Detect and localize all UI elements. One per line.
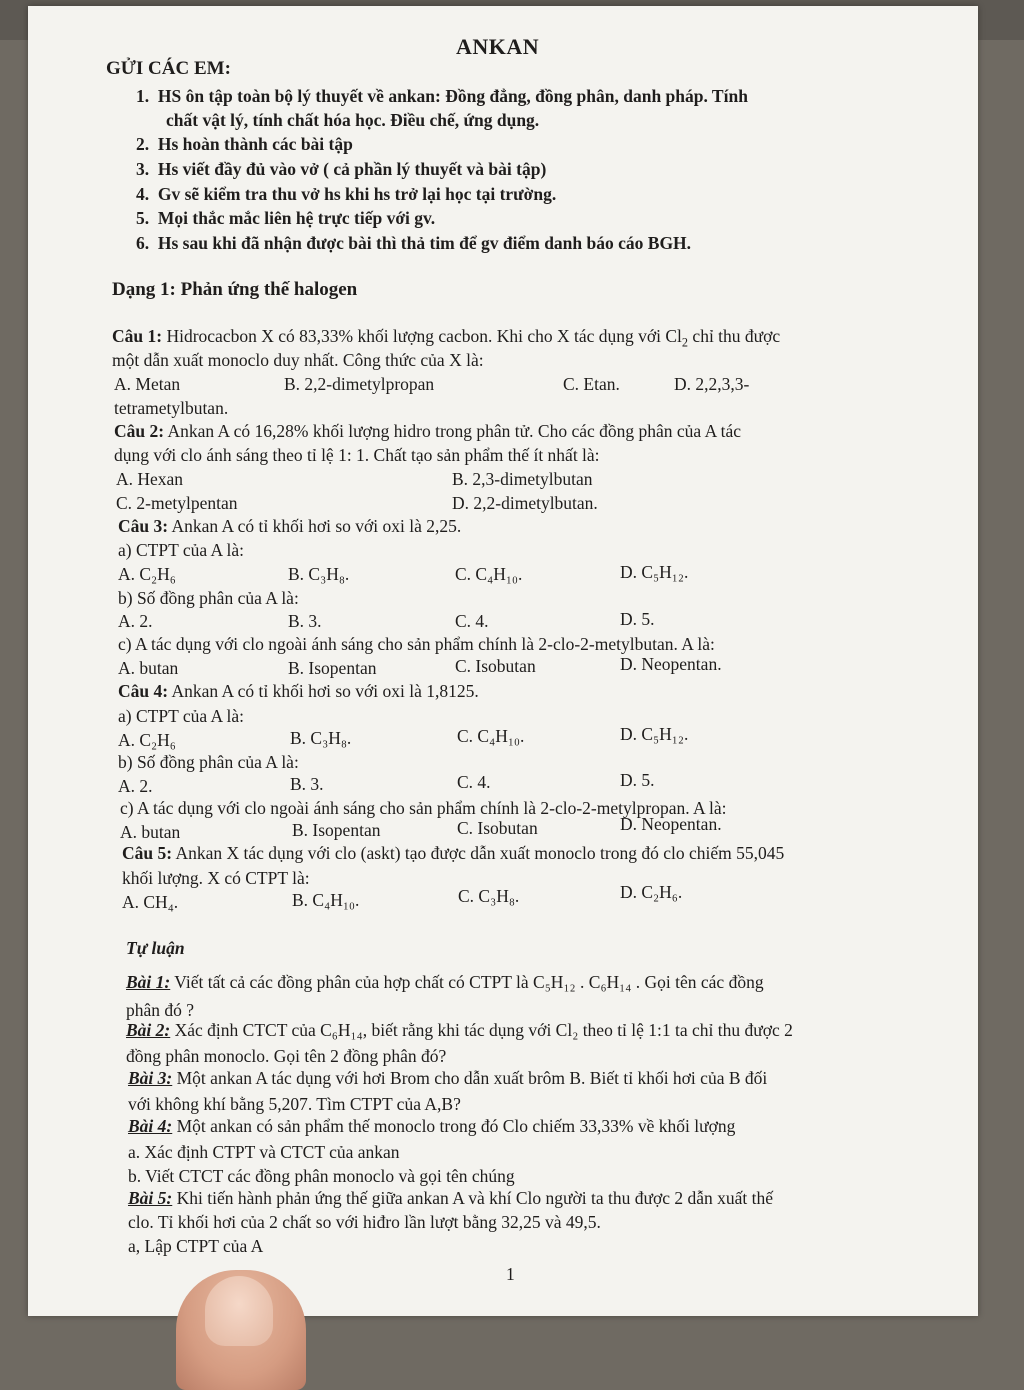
instruction-item: 4. Gv sẽ kiểm tra thu vở hs khi hs trở lại học tại trường. xyxy=(136,184,557,204)
sub-question: c) A tác dụng với clo ngoài ánh sáng cho sản phẩm chính là 2-clo-2-metylbutan. A là: xyxy=(118,634,715,654)
question-3-line: Câu 3: Ankan A có tỉ khối hơi so với oxi là 2,25. xyxy=(118,516,462,536)
exercise-2-line: Bài 2: Xác định CTCT của C₆H₁₄, biết rằng khi tác dụng với Cl₂ theo tỉ lệ 1:1 ta chỉ thu được 2 xyxy=(126,1020,793,1040)
page-title: ANKAN xyxy=(456,34,540,59)
sub-question: a) CTPT của A là: xyxy=(118,540,245,560)
sub-question: b) Số đồng phân của A là: xyxy=(118,752,299,772)
option: D. 5. xyxy=(620,770,655,790)
option: B. C₃H₈. xyxy=(288,564,350,584)
exercise-3-line: với không khí bằng 5,207. Tìm CTPT của A,B? xyxy=(128,1094,461,1114)
option: A. C₂H₆ xyxy=(118,564,176,584)
exercise-5-line: Bài 5: Khi tiến hành phản ứng thế giữa ankan A và khí Clo người ta thu được 2 dẫn xuất thế xyxy=(128,1188,774,1208)
question-2-line: dụng với clo ánh sáng theo tỉ lệ 1: 1. Chất tạo sản phẩm thế ít nhất là: xyxy=(114,445,600,465)
option: D. 2,2-dimetylbutan. xyxy=(452,493,598,513)
option-continued: tetrametylbutan. xyxy=(114,398,229,418)
option: D. 2,2,3,3- xyxy=(674,374,750,394)
option: A. Hexan xyxy=(116,469,184,489)
option: C. 2-metylpentan xyxy=(116,493,238,513)
option: C. Etan. xyxy=(563,374,620,394)
exercise-3-line: Bài 3: Một ankan A tác dụng với hơi Brom cho dẫn xuất brôm B. Biết tỉ khối hơi của B đối xyxy=(128,1068,768,1088)
option: B. C₃H₈. xyxy=(290,728,352,748)
exercise-4-line: b. Viết CTCT các đồng phân monoclo và gọi tên chúng xyxy=(128,1166,515,1186)
option: D. Neopentan. xyxy=(620,654,722,674)
exercise-4-line: Bài 4: Một ankan có sản phẩm thế monoclo trong đó Clo chiếm 33,33% về khối lượng xyxy=(128,1116,736,1136)
option: D. Neopentan. xyxy=(620,814,722,834)
option: C. C₄H₁₀. xyxy=(457,726,525,746)
instruction-item: chất vật lý, tính chất hóa học. Điều chế, ứng dụng. xyxy=(166,110,540,130)
question-1-line: một dẫn xuất monoclo duy nhất. Công thức của X là: xyxy=(112,350,484,370)
option: A. butan xyxy=(118,658,179,678)
option: A. butan xyxy=(120,822,181,842)
option: B. C₄H₁₀. xyxy=(292,890,360,910)
exercise-5-line: clo. Tỉ khối hơi của 2 chất so với hiđro lần lượt bằng 32,25 và 49,5. xyxy=(128,1212,601,1232)
sub-question: c) A tác dụng với clo ngoài ánh sáng cho sản phẩm chính là 2-clo-2-metylpropan. A là: xyxy=(120,798,727,818)
option: B. 2,3-dimetylbutan xyxy=(452,469,593,489)
document-page xyxy=(28,6,978,1316)
sub-question: a) CTPT của A là: xyxy=(118,706,245,726)
sub-question: b) Số đồng phân của A là: xyxy=(118,588,299,608)
option: C. C₃H₈. xyxy=(458,886,520,906)
question-4-line: Câu 4: Ankan A có tỉ khối hơi so với oxi là 1,8125. xyxy=(118,681,479,701)
option: C. Isobutan xyxy=(457,818,538,838)
option: C. Isobutan xyxy=(455,656,536,676)
greeting: GỬI CÁC EM: xyxy=(106,58,231,79)
option: D. C₅H₁₂. xyxy=(620,724,689,744)
option: A. C₂H₆ xyxy=(118,730,176,750)
option: C. 4. xyxy=(455,611,489,631)
instruction-item: 6. Hs sau khi đã nhận được bài thì thả tim để gv điểm danh báo cáo BGH. xyxy=(136,233,692,253)
question-5-line: khối lượng. X có CTPT là: xyxy=(122,868,310,888)
question-5-line: Câu 5: Ankan X tác dụng với clo (askt) tạo được dẫn xuất monoclo trong đó clo chiếm 55,045 xyxy=(122,843,785,863)
option: A. 2. xyxy=(118,611,153,631)
question-2-line: Câu 2: Ankan A có 16,28% khối lượng hidro trong phân tử. Cho các đồng phân của A tác xyxy=(114,421,742,441)
exercise-4-line: a. Xác định CTPT và CTCT của ankan xyxy=(128,1142,400,1162)
exercise-2-line: đồng phân monoclo. Gọi tên 2 đồng phân đó? xyxy=(126,1046,447,1066)
instruction-item: 2. Hs hoàn thành các bài tập xyxy=(136,134,353,154)
section-heading: Tự luận xyxy=(126,938,185,958)
option: A. CH₄. xyxy=(122,892,179,912)
question-1-line: Câu 1: Hidrocacbon X có 83,33% khối lượng cacbon. Khi cho X tác dụng với $Cl_2$ chỉ thu được xyxy=(112,326,781,350)
page-number: 1 xyxy=(506,1264,515,1284)
option: A. Metan xyxy=(114,374,181,394)
option: B. 2,2-dimetylpropan xyxy=(284,374,435,394)
option: B. Isopentan xyxy=(288,658,377,678)
exercise-1-line: phân đó ? xyxy=(126,1000,195,1020)
option: B. Isopentan xyxy=(292,820,381,840)
section-heading: Dạng 1: Phản ứng thế halogen xyxy=(112,279,358,300)
option: B. 3. xyxy=(290,774,324,794)
option: A. 2. xyxy=(118,776,153,796)
option: C. 4. xyxy=(457,772,491,792)
exercise-5-line: a, Lập CTPT của A xyxy=(128,1236,264,1256)
exercise-1-line: Bài 1: Viết tất cả các đồng phân của hợp chất có CTPT là C₅H₁₂ . C₆H₁₄ . Gọi tên các đồng xyxy=(126,972,764,992)
option: D. C₅H₁₂. xyxy=(620,562,689,582)
option: D. 5. xyxy=(620,609,655,629)
option: D. C₂H₆. xyxy=(620,882,683,902)
fingernail xyxy=(205,1276,273,1346)
instruction-item: 5. Mọi thắc mắc liên hệ trực tiếp với gv. xyxy=(136,208,436,228)
option: C. C₄H₁₀. xyxy=(455,564,523,584)
instruction-item: 1. HS ôn tập toàn bộ lý thuyết về ankan: Đồng đẳng, đồng phân, danh pháp. Tính xyxy=(136,86,748,106)
option: B. 3. xyxy=(288,611,322,631)
instruction-item: 3. Hs viết đầy đủ vào vở ( cả phần lý thuyết và bài tập) xyxy=(136,159,547,179)
